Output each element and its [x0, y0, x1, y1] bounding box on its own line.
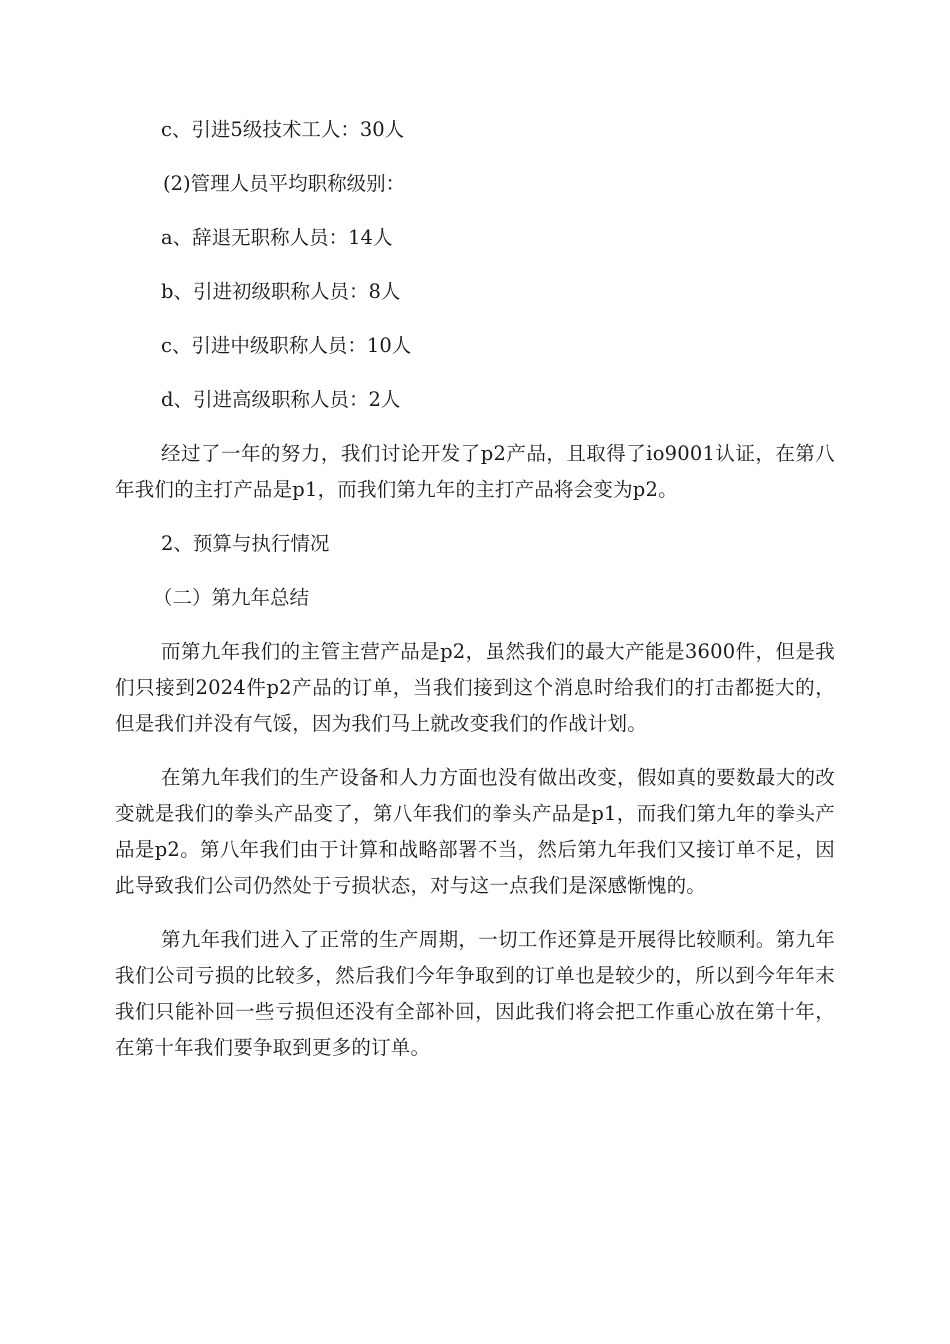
paragraph-production-cycle: 第九年我们进入了正常的生产周期，一切工作还算是开展得比较顺利。第九年我们公司亏损的比较多，然后我们今年争取到的订单也是较少的，所以到今年年末我们只能补回一些亏损但还没有全部补回，因此我们将会把工作重心放在第十年，在第十年我们要争取到更多的订单。 — [115, 928, 835, 1059]
list-item-junior-titles: b、引进初级职称人员：8人 — [161, 280, 401, 303]
section-heading-budget: 2、预算与执行情况 — [161, 532, 330, 555]
list-item-dismiss-untitled: a、辞退无职称人员：14人 — [161, 226, 393, 249]
list-item-middle-titles: c、引进中级职称人员：10人 — [161, 334, 412, 357]
document-body — [115, 112, 835, 1084]
list-item-skilled-workers: c、引进5级技术工人：30人 — [161, 118, 405, 141]
list-heading-management-titles: (2)管理人员平均职称级别： — [163, 172, 406, 195]
list-item-senior-titles: d、引进高级职称人员：2人 — [161, 388, 401, 411]
paragraph-equipment-changes: 在第九年我们的生产设备和人力方面也没有做出改变，假如真的要数最大的改变就是我们的拳头产品变了，第八年我们的拳头产品是p1，而我们第九年的拳头产品是p2。第八年我们由于计算和战略部署不当，然后第九年我们又接订单不足，因此导致我们公司仍然处于亏损状态，对与这一点我们是深感惭愧的。 — [115, 766, 835, 897]
paragraph-main-product: 而第九年我们的主管主营产品是p2，虽然我们的最大产能是3600件，但是我们只接到2024件p2产品的订单，当我们接到这个消息时给我们的打击都挺大的，但是我们并没有气馁，因为我们马上就改变我们的作战计划。 — [115, 640, 835, 735]
paragraph-product-development: 经过了一年的努力，我们讨论开发了p2产品，且取得了io9001认证，在第八年我们的主打产品是p1，而我们第九年的主打产品将会变为p2。 — [115, 442, 835, 501]
section-heading-year-nine-summary: （二）第九年总结 — [153, 586, 310, 609]
